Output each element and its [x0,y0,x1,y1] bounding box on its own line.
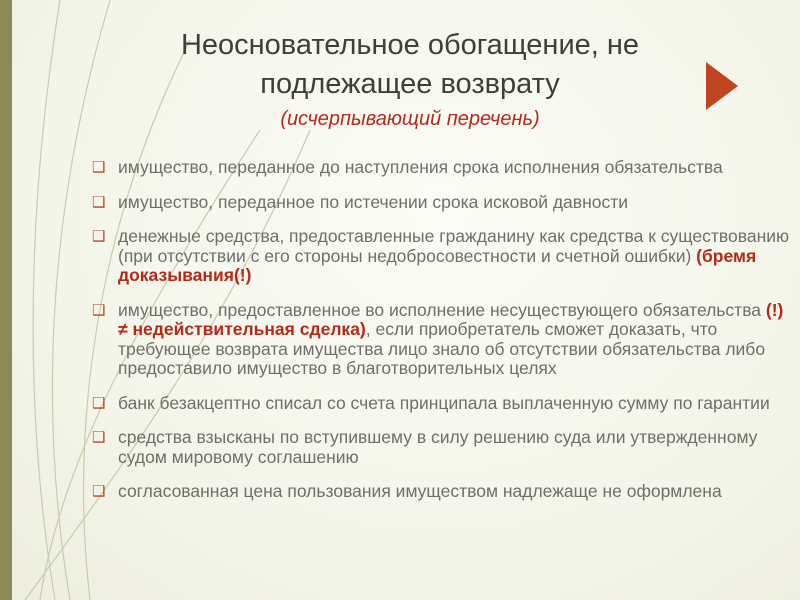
bullet-icon: ❑ [92,483,106,500]
bullet-icon: ❑ [92,228,106,245]
slide-subtitle: (исчерпывающий перечень) [280,108,540,130]
list-item-text: имущество, переданное по истечении срока исковой давности [118,191,629,212]
bullet-icon: ❑ [92,429,106,446]
list-item-text: имущество, переданное до наступления срока исполнения обязательства [118,157,723,177]
slide-title: Неосновательное обогащение, не подлежащее возврату [180,29,640,100]
list-item [92,482,790,502]
list-item [92,301,790,379]
invalid-deal-highlight: (!) ≠ недействительная сделка) [118,299,784,339]
bullet-icon: ❑ [92,394,106,412]
list-item-text: средства взысканы по вступившему в силу решению суда или утвержденному судом мировому соглашению [118,427,758,467]
list-item-text: имущество, предоставленное во исполнение несуществующего обязательства [118,299,766,320]
left-accent-band [0,0,12,600]
list-item-text: денежные средства, предоставленные гражданину как средства к существованию (при отсутствии с его стороны недобросовестности и счетной ошибки) [118,226,790,266]
list-item-text-continued: , если приобретатель сможет доказать, что требующее возврата имущества лицо знало об отсутствии обязательства либо предоставило имущество в благотворительных целях [118,319,766,378]
burden-of-proof-highlight: (бремя доказывания(!) [118,245,757,285]
list-item [92,193,790,213]
bullet-list [92,158,790,517]
list-item-text: согласованная цена пользования имуществом надлежаще не оформлена [118,481,722,501]
bullet-icon: ❑ [92,159,106,176]
list-item-text: банк безакцептно списал со счета принципала выплаченную сумму по гарантии [118,392,770,413]
list-item [92,394,790,414]
list-item [92,227,790,286]
list-item [92,428,790,467]
list-item [92,158,790,178]
bullet-icon: ❑ [92,193,106,211]
bullet-icon: ❑ [92,301,106,319]
